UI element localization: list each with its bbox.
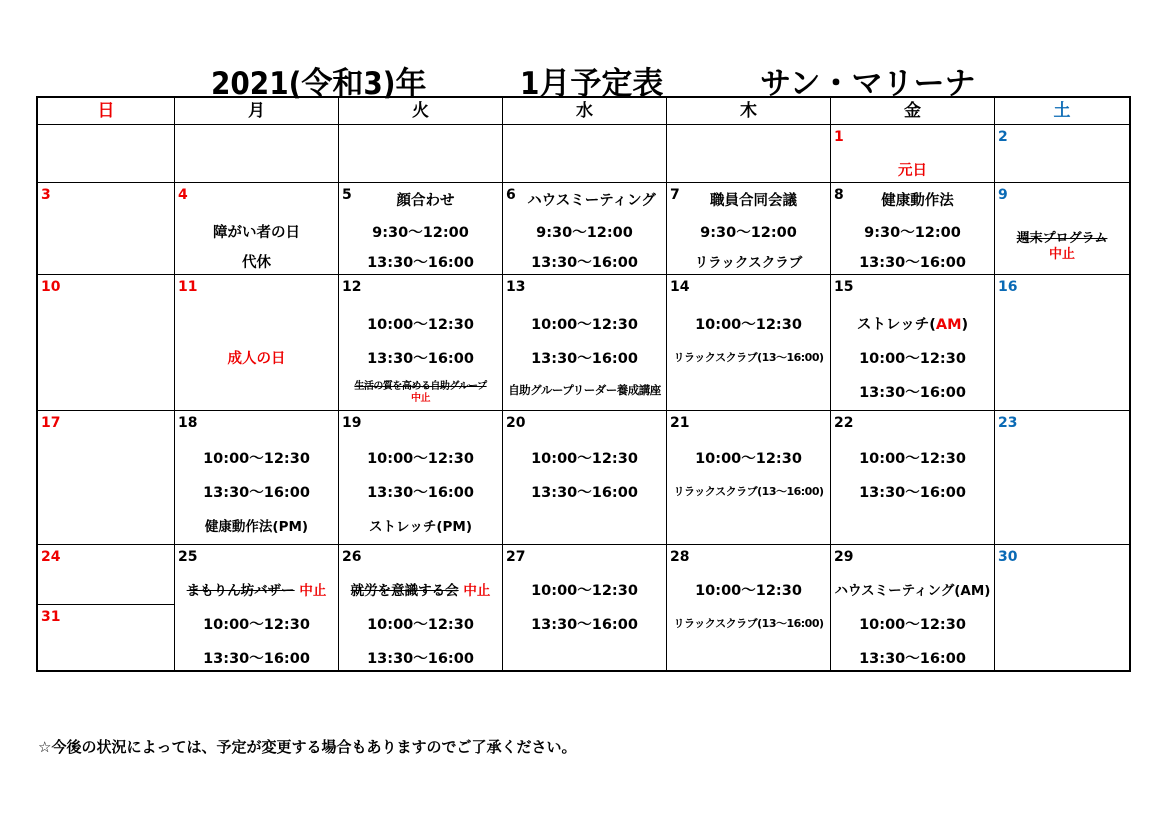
day-27	[503, 544, 667, 672]
event-label: 健康動作法(PM)	[204, 519, 309, 535]
time-slot: 13:30～16:00	[367, 485, 474, 501]
calendar-table	[36, 96, 1131, 672]
day-19	[339, 410, 503, 544]
day-8	[831, 182, 995, 274]
time-slot: 9:30～12:00	[372, 225, 469, 241]
event-text: )	[961, 317, 969, 333]
day-12	[339, 274, 503, 410]
time-slot: 10:00～12:30	[695, 583, 802, 599]
holiday-label: 元日	[898, 163, 927, 179]
time-slot: 10:00～12:30	[695, 317, 802, 333]
day-10	[38, 274, 175, 410]
time-slot: 10:00～12:30	[859, 617, 966, 633]
holiday-label: 成人の日	[227, 351, 286, 367]
day-number: 14	[670, 279, 690, 295]
event-label: リラックスクラブ	[694, 255, 803, 271]
event-label: 代休	[242, 255, 271, 271]
event-title: 健康動作法	[881, 193, 954, 209]
event-text-am: AM	[935, 317, 962, 333]
day-28	[667, 544, 831, 672]
day-11	[175, 274, 339, 410]
weekday-wed: 水	[503, 98, 667, 124]
time-slot: 9:30～12:00	[864, 225, 961, 241]
time-slot: 10:00～12:30	[203, 617, 310, 633]
day-empty	[38, 124, 175, 182]
day-25	[175, 544, 339, 672]
title-month: 1月予定表	[520, 66, 664, 102]
event-title: 職員合同会議	[710, 193, 797, 209]
day-number: 21	[670, 415, 690, 431]
day-17	[38, 410, 175, 544]
time-slot: 13:30～16:00	[367, 351, 474, 367]
time-slot: 9:30～12:00	[700, 225, 797, 241]
day-2	[995, 124, 1129, 182]
event-label: 障がい者の日	[213, 225, 300, 241]
weekday-mon: 月	[175, 98, 339, 124]
footer-note: ☆今後の状況によっては、予定が変更する場合もありますのでご了承ください。	[38, 738, 577, 756]
cancel-label: 中止	[299, 583, 327, 599]
time-slot: 13:30～16:00	[531, 255, 638, 271]
day-empty	[175, 124, 339, 182]
time-slot: 10:00～12:30	[203, 451, 310, 467]
day-number: 4	[178, 187, 188, 203]
cancel-label: 中止	[1048, 247, 1075, 262]
day-3	[38, 182, 175, 274]
event-label: ストレッチ(PM)	[368, 519, 473, 535]
day-number: 18	[178, 415, 198, 431]
time-slot: 13:30～16:00	[531, 485, 638, 501]
day-number: 16	[998, 279, 1018, 295]
day-number: 13	[506, 279, 526, 295]
day-empty	[339, 124, 503, 182]
cancel-label: 中止	[463, 583, 491, 599]
event-title: 顔合わせ	[396, 193, 455, 209]
day-number: 27	[506, 549, 526, 565]
day-5	[339, 182, 503, 274]
time-slot: 13:30～16:00	[203, 485, 310, 501]
time-slot: 10:00～12:30	[367, 451, 474, 467]
time-slot: 13:30～16:00	[367, 255, 474, 271]
event-label: 生活の質を高める自助グループ	[354, 381, 487, 392]
day-22	[831, 410, 995, 544]
day-number: 31	[41, 609, 61, 625]
day-number: 29	[834, 549, 854, 565]
day-14	[667, 274, 831, 410]
event-label: リラックスクラブ(13～16:00)	[673, 485, 824, 498]
day-number: 12	[342, 279, 362, 295]
day-16	[995, 274, 1129, 410]
time-slot: 13:30～16:00	[859, 651, 966, 667]
day-number: 8	[834, 187, 844, 203]
day-number: 10	[41, 279, 61, 295]
day-30	[995, 544, 1129, 672]
day-number: 23	[998, 415, 1018, 431]
day-31	[38, 604, 175, 672]
event-label: 週末プログラム	[1016, 231, 1108, 246]
day-number: 19	[342, 415, 362, 431]
weekday-thu: 木	[667, 98, 831, 124]
day-empty	[503, 124, 667, 182]
time-slot: 13:30～16:00	[859, 385, 966, 401]
cancel-label: 中止	[411, 393, 430, 404]
weekday-fri: 金	[831, 98, 995, 124]
day-number: 5	[342, 187, 352, 203]
day-number: 11	[178, 279, 198, 295]
time-slot: 10:00～12:30	[531, 317, 638, 333]
title-year: 2021(令和3)年	[211, 66, 427, 102]
day-number: 9	[998, 187, 1008, 203]
time-slot: 13:30～16:00	[859, 255, 966, 271]
time-slot: 10:00～12:30	[859, 451, 966, 467]
day-number: 15	[834, 279, 854, 295]
time-slot: 13:30～16:00	[531, 617, 638, 633]
day-9	[995, 182, 1129, 274]
day-number: 6	[506, 187, 516, 203]
day-number: 26	[342, 549, 362, 565]
event-label	[339, 579, 502, 599]
day-number: 7	[670, 187, 680, 203]
day-20	[503, 410, 667, 544]
time-slot: 10:00～12:30	[531, 583, 638, 599]
event-label	[831, 313, 994, 334]
day-13	[503, 274, 667, 410]
day-number: 22	[834, 415, 854, 431]
day-24	[38, 544, 175, 604]
time-slot: 13:30～16:00	[367, 651, 474, 667]
day-4	[175, 182, 339, 274]
day-number: 1	[834, 129, 844, 145]
day-number: 17	[41, 415, 61, 431]
day-number: 28	[670, 549, 690, 565]
day-number: 2	[998, 129, 1008, 145]
day-number: 24	[41, 549, 61, 565]
time-slot: 10:00～12:30	[367, 617, 474, 633]
day-29	[831, 544, 995, 672]
time-slot: 9:30～12:00	[536, 225, 633, 241]
weekday-sat: 土	[1053, 101, 1071, 121]
weekday-tue: 火	[339, 98, 503, 124]
event-label	[175, 579, 338, 599]
event-text: ストレッチ(	[856, 317, 936, 333]
time-slot: 10:00～12:30	[859, 351, 966, 367]
event-title: ハウスミーティング	[527, 193, 656, 209]
time-slot: 13:30～16:00	[531, 351, 638, 367]
title-facility: サン・マリーナ	[760, 66, 976, 102]
weekday-sun: 日	[38, 98, 175, 124]
event-text: 就労を意識する会	[350, 583, 459, 599]
event-label: リラックスクラブ(13～16:00)	[673, 617, 824, 630]
day-empty	[667, 124, 831, 182]
page-title	[0, 58, 1169, 102]
day-7	[667, 182, 831, 274]
event-label: リラックスクラブ(13～16:00)	[673, 351, 824, 364]
day-18	[175, 410, 339, 544]
day-15	[831, 274, 995, 410]
day-6	[503, 182, 667, 274]
day-23	[995, 410, 1129, 544]
time-slot: 13:30～16:00	[859, 485, 966, 501]
day-number: 20	[506, 415, 526, 431]
day-26	[339, 544, 503, 672]
day-number: 25	[178, 549, 198, 565]
time-slot: 10:00～12:30	[531, 451, 638, 467]
time-slot: 10:00～12:30	[695, 451, 802, 467]
event-label: 自助グループリーダー養成講座	[508, 383, 661, 397]
time-slot: 13:30～16:00	[203, 651, 310, 667]
day-number: 30	[998, 549, 1018, 565]
day-1	[831, 124, 995, 182]
event-label: ハウスミーティング(AM)	[834, 583, 991, 599]
event-text: まもりん坊バザー	[186, 583, 295, 599]
day-number: 3	[41, 187, 51, 203]
time-slot: 10:00～12:30	[367, 317, 474, 333]
day-21	[667, 410, 831, 544]
